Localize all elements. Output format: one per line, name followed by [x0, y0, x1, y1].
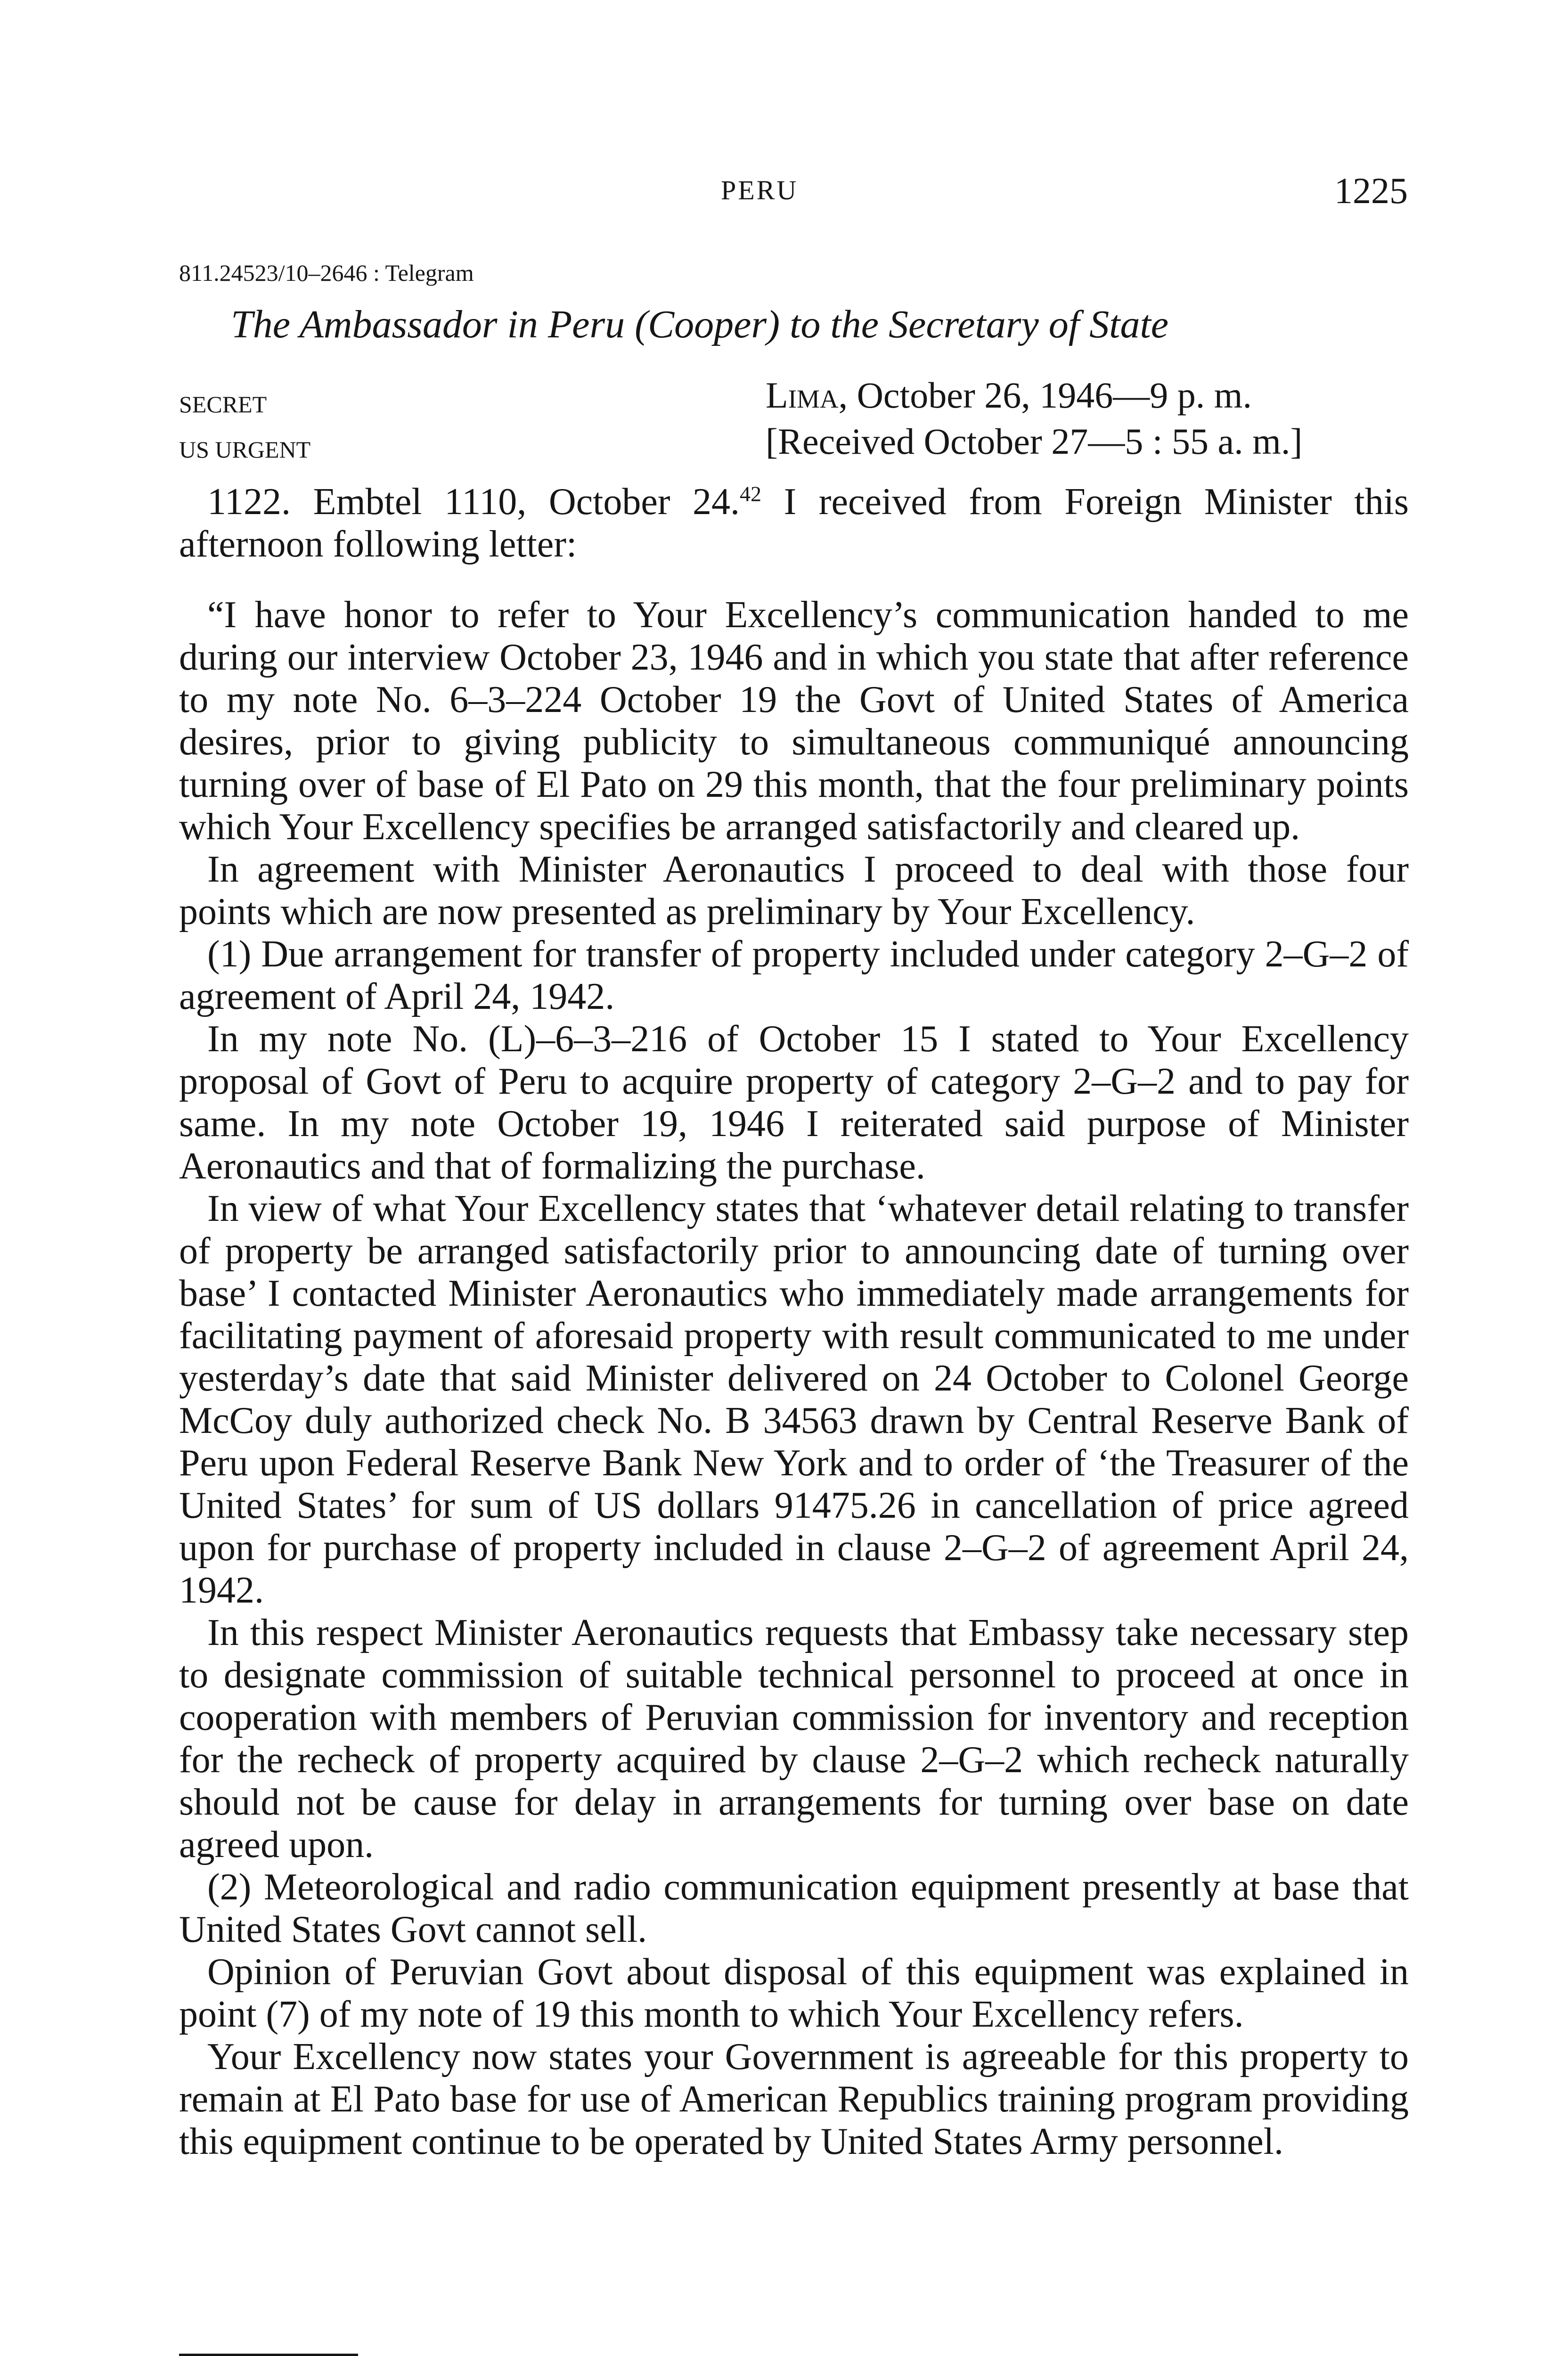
letter-paragraph: In agreement with Minister Aeronautics I proceed to deal with those four points which are now presented as preliminary by Your Excellency.: [179, 849, 1409, 933]
letter-paragraph: In view of what Your Excellency states that ‘whatever detail relating to transfer of property be arranged satisfactorily prior to announcing date of turning over base’ I contacted Minister Aeronautics who immediately made arrangements for facilitating payment of aforesaid property with result communicated to me under yesterday’s date that said Minister delivered on 24 October to Colonel George McCoy duly authorized check No. B 34563 drawn by Central Reserve Bank of Peru upon Federal Reserve Bank New York and to order of ‘the Treasurer of the United States’ for sum of US dollars 91475.26 in cancellation of price agreed upon for purchase of property included in clause 2–G–2 of agreement April 24, 1942.: [179, 1188, 1409, 1611]
dateline-sent: [766, 372, 1302, 418]
page-number: 1225: [1334, 170, 1408, 211]
letter-point-heading: (1) Due arrangement for transfer of property included under category 2–G–2 of agreement of April 24, 1942.: [179, 933, 1409, 1017]
dateline-received: [Received October 27—5 : 55 a. m.]: [766, 421, 1303, 462]
urgency-label: US URGENT: [179, 436, 311, 463]
classification-block: [179, 382, 310, 472]
opening-paragraph: [179, 481, 1409, 565]
footnote-divider: [179, 2354, 358, 2356]
letter-paragraph: In this respect Minister Aeronautics requests that Embassy take necessary step to designate commission of suitable technical personnel to proceed at once in cooperation with members of Peruvian commission for inventory and reception for the recheck of property acquired by clause 2–G–2 which recheck naturally should not be cause for delay in arrangements for turning over base on date agreed upon.: [179, 1612, 1409, 1865]
file-reference: 811.24523/10–2646 : Telegram: [179, 260, 474, 286]
place-name: Lima: [766, 375, 839, 416]
letter-paragraph: Opinion of Peruvian Govt about disposal of this equipment was explained in point (7) of my note of 19 this month to which Your Excellency refers.: [179, 1951, 1409, 2035]
date-sent: , October 26, 1946—9 p. m.: [838, 375, 1252, 416]
dateline-block: [766, 372, 1302, 465]
opening-text: 1122. Embtel 1110, October 24.: [207, 481, 740, 523]
letter-point-heading: (2) Meteorological and radio communication equipment presently at base that United States Govt cannot sell.: [179, 1866, 1409, 1950]
opening-text-continued: I received from Foreign Minister this afternoon following letter:: [179, 481, 1409, 565]
classification-label: SECRET: [179, 391, 267, 417]
footnote-reference: 42: [740, 482, 762, 506]
document-title: The Ambassador in Peru (Cooper) to the Secretary of State: [231, 303, 1169, 346]
letter-paragraph: Your Excellency now states your Government is agreeable for this property to remain at El Pato base for use of American Republics training program providing this equipment continue to be operated by United States Army personnel.: [179, 2036, 1409, 2162]
telegram-body: [179, 481, 1409, 2163]
letter-paragraph: “I have honor to refer to Your Excellency’s communication handed to me during our interview October 23, 1946 and in which you state that after reference to my note No. 6–3–224 October 19 the Govt of United States of America desires, prior to giving publicity to simultaneous communiqué announcing turning over of base of El Pato on 29 this month, that the four preliminary points which Your Excellency specifies be arranged satisfactorily and cleared up.: [179, 594, 1409, 848]
letter-paragraph: In my note No. (L)–6–3–216 of October 15 I stated to Your Excellency proposal of Govt of Peru to acquire property of category 2–G–2 and to pay for same. In my note October 19, 1946 I reiterated said purpose of Minister Aeronautics and that of formalizing the purchase.: [179, 1018, 1409, 1187]
running-head: PERU: [721, 175, 799, 205]
